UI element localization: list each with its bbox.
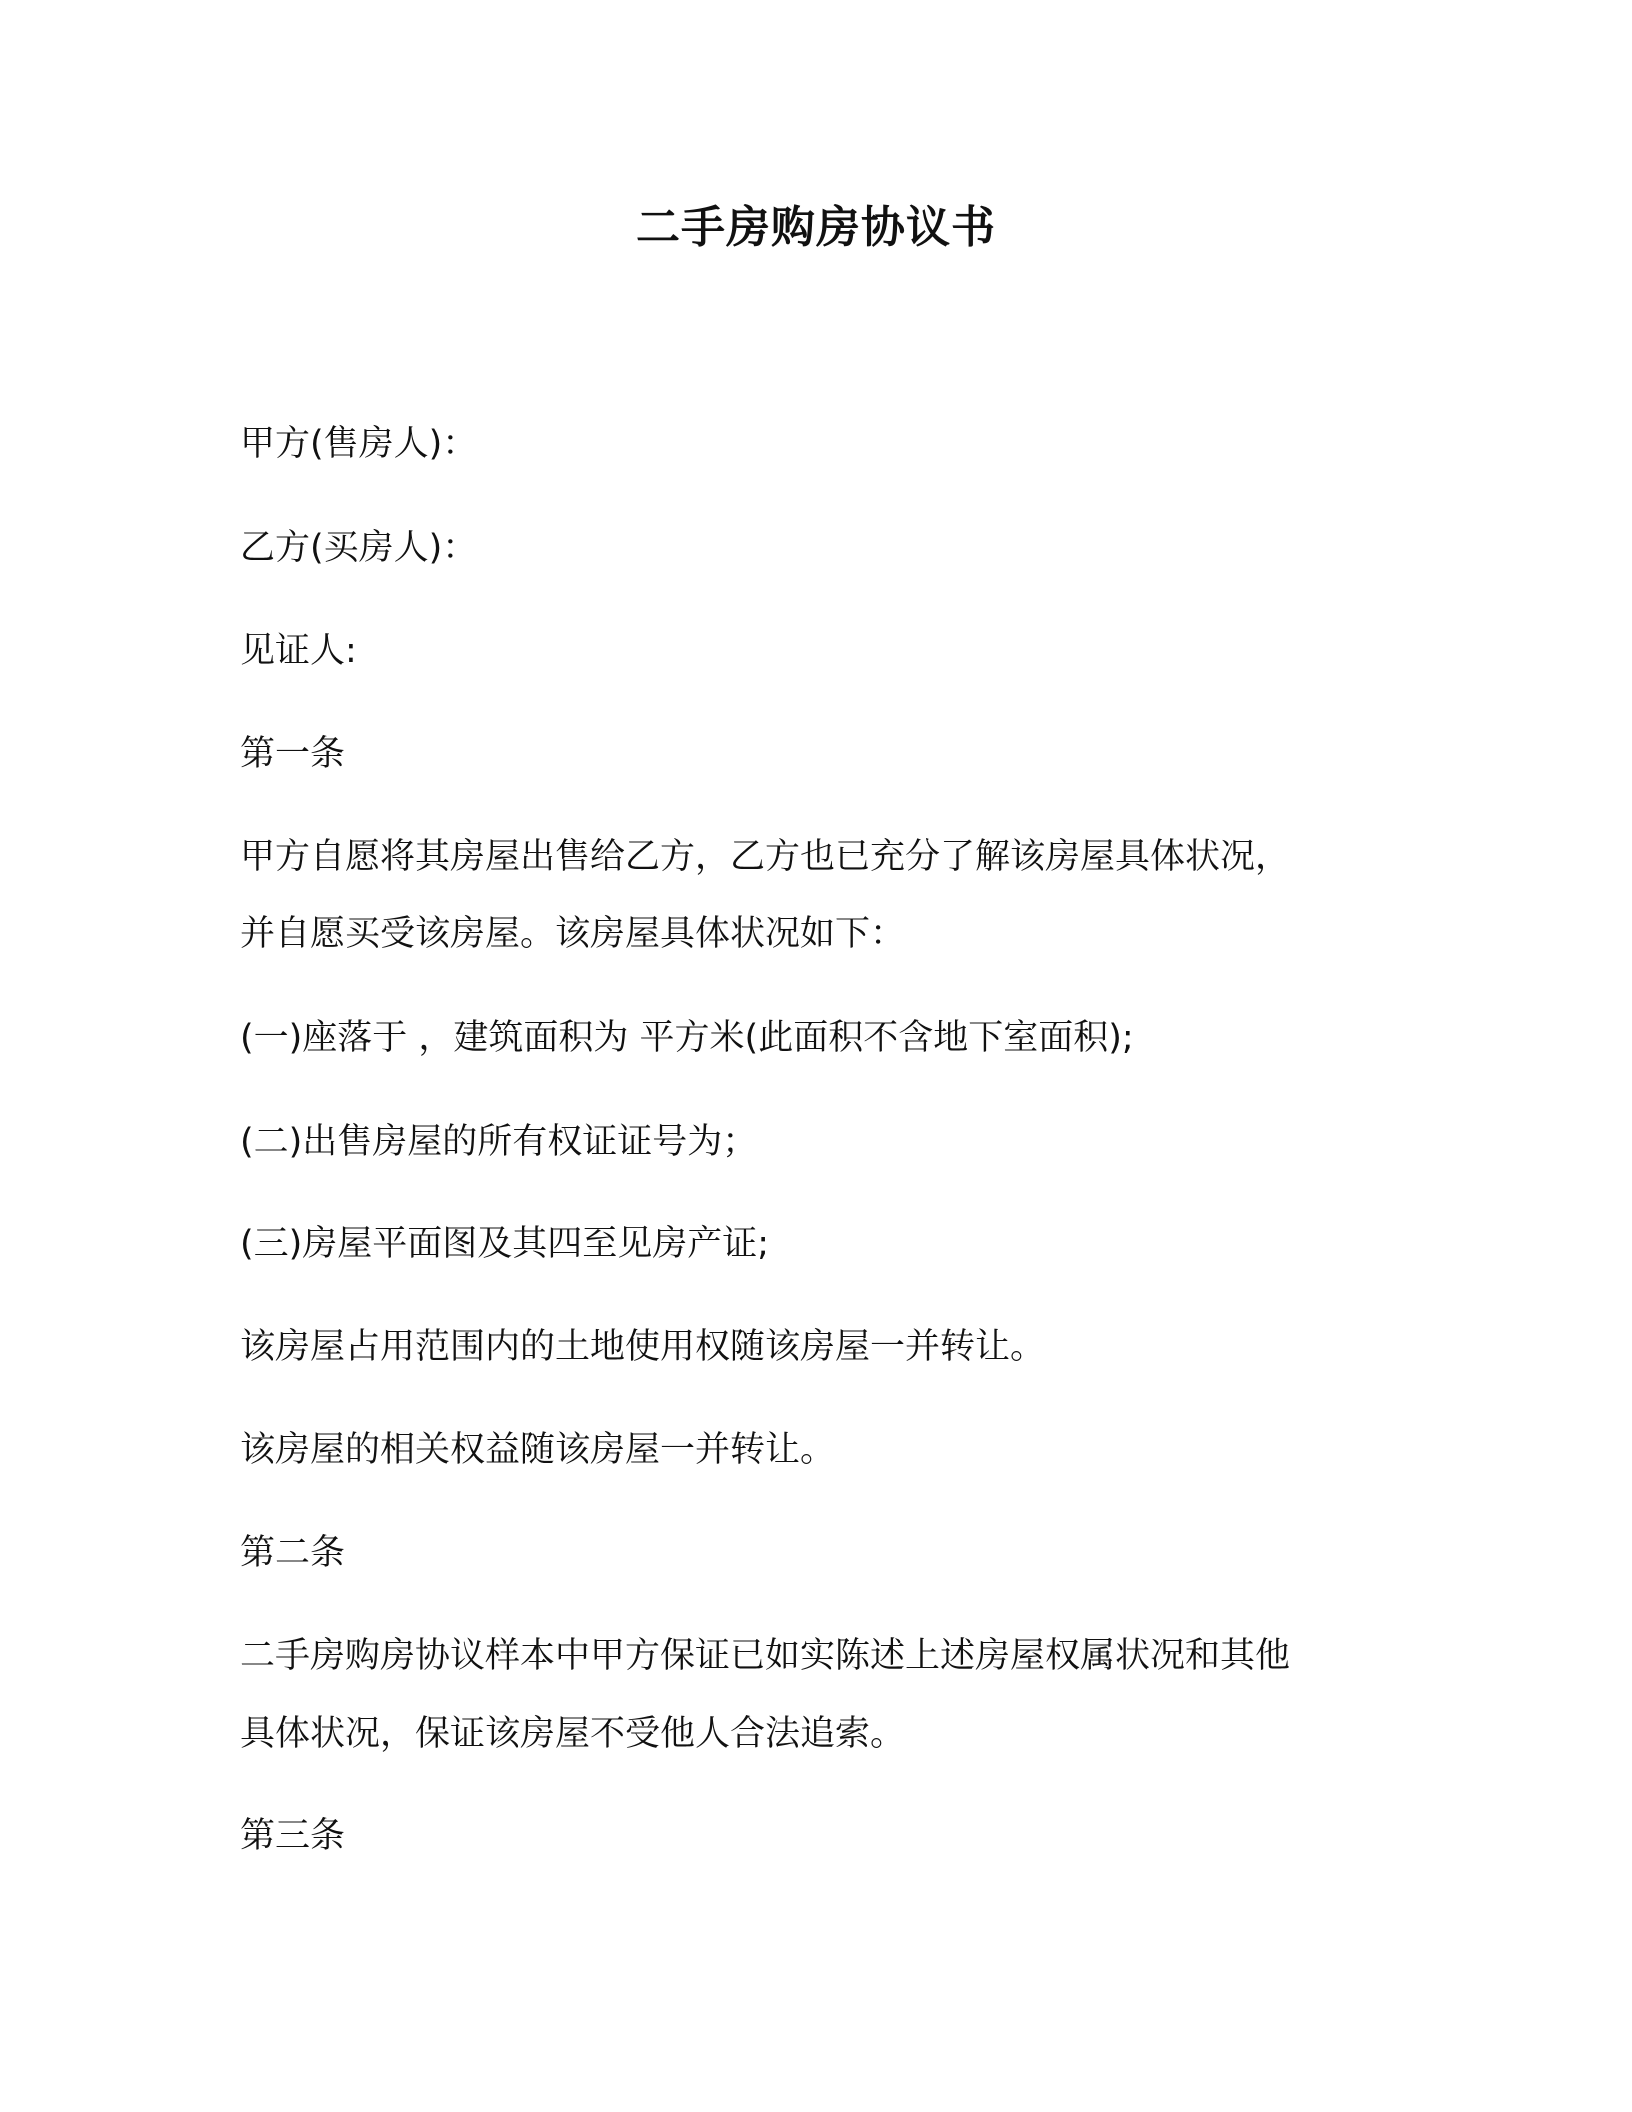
party-b-line: 乙方(买房人)：	[240, 528, 478, 568]
article-2-paragraph-line-2: 具体状况，保证该房屋不受他人合法追索。	[240, 1714, 906, 1754]
clause-3-floorplan: (三)房屋平面图及其四至见房产证;	[240, 1224, 770, 1264]
clause-2-certificate: (二)出售房屋的所有权证证号为；	[240, 1122, 758, 1162]
article-2-heading: 第二条	[240, 1533, 346, 1573]
witness-line: 见证人:	[240, 631, 357, 671]
land-use-right-line: 该房屋占用范围内的土地使用权随该房屋一并转让。	[240, 1327, 1046, 1367]
article-2-paragraph-line-1: 二手房购房协议样本中甲方保证已如实陈述上述房屋权属状况和其他	[240, 1636, 1291, 1676]
article-1-paragraph-line-2: 并自愿买受该房屋。该房屋具体状况如下：	[240, 914, 906, 954]
related-rights-line: 该房屋的相关权益随该房屋一并转让。	[240, 1430, 836, 1470]
document-title: 二手房购房协议书	[636, 202, 996, 253]
article-3-heading: 第三条	[240, 1816, 346, 1856]
article-1-paragraph-line-1: 甲方自愿将其房屋出售给乙方，乙方也已充分了解该房屋具体状况，	[240, 837, 1291, 877]
clause-1-location: (一)座落于 ，建筑面积为 平方米(此面积不含地下室面积);	[240, 1018, 1134, 1058]
article-1-heading: 第一条	[240, 734, 346, 774]
party-a-line: 甲方(售房人)：	[240, 424, 478, 464]
